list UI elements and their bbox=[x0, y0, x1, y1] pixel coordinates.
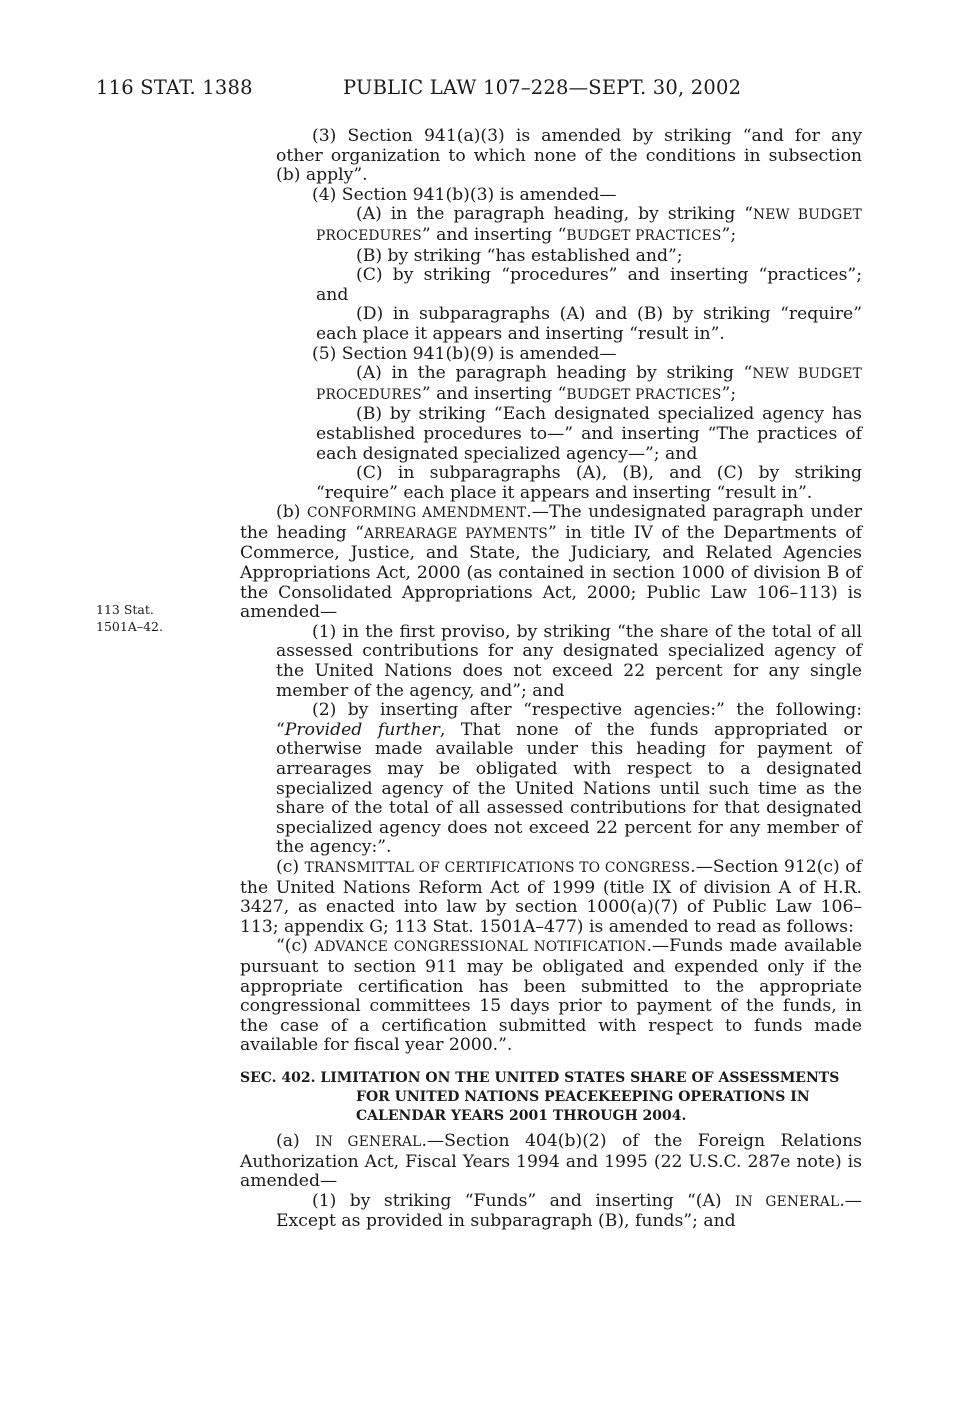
paragraph-4A: (A) in the paragraph heading, by striking “NEW BUDGET PROCEDURES” and inserting “BUDGET PRACTICES”; bbox=[316, 204, 863, 245]
paragraph-5A: (A) in the paragraph heading by striking “NEW BUDGET PROCEDURES” and inserting “BUDGET PRACTICES”; bbox=[316, 363, 862, 404]
subsection-b: (b) CONFORMING AMENDMENT.—The undesignated paragraph under the heading “ARREARAGE PAYMENTS” in title IV of the Departments of Commerce, Justice, and State, the Judiciary, and Related Agencies Appropriations Act, 2000 (as contained in section 1000 of division B of the Consolidated Appropriations Act, 2000; Public Law 106–113) is amended— bbox=[240, 502, 862, 623]
subsection-c-quoted: “(c) ADVANCE CONGRESSIONAL NOTIFICATION.—Funds made available pursuant to section 911 may be obligated and expended only if the appropriate certification has been submitted to the appropriate congressional committees 15 days prior to payment of the funds, in the case of a certification submitted with respect to funds made available for fiscal year 2000.”. bbox=[240, 936, 862, 1056]
section-402-heading: SEC. 402. LIMITATION ON THE UNITED STATES SHARE OF ASSESSMENTS FOR UNITED NATIONS PEACEKEEPING OPERATIONS IN CALENDAR YEARS 2001 THROUGH 2004. bbox=[240, 1069, 840, 1124]
paragraph-4: (4) Section 941(b)(3) is amended— bbox=[312, 184, 617, 205]
subsection-b-2: (2) by inserting after “respective agencies:” the following: “Provided further, That none of the funds appropriated or otherwise made available under this heading for payment of arrearages may be obligated with respect to a designated specialized agency of the United Nations until such time as the share of the total of all assessed contributions for that designated specialized agency does not exceed 22 percent for any member of the agency:”. bbox=[276, 700, 862, 858]
margin-citation-line-2: 1501A–42. bbox=[96, 619, 163, 634]
paragraph-3: (3) Section 941(a)(3) is amended by striking “and for any other organization to which none of the conditions in subsection (b) apply”. bbox=[276, 126, 862, 186]
running-title: PUBLIC LAW 107–228—SEPT. 30, 2002 bbox=[343, 76, 742, 99]
subsection-b-1: (1) in the first proviso, by striking “the share of the total of all assessed contributions for any designated specialized agency of the United Nations does not exceed 22 percent for any single member of the agency, and”; and bbox=[276, 621, 862, 701]
subsection-c: (c) TRANSMITTAL OF CERTIFICATIONS TO CONGRESS.—Section 912(c) of the United Nations Reform Act of 1999 (title IX of division A of H.R. 3427, as enacted into law by section 1000(a)(7) of Public Law 106–113; appendix G; 113 Stat. 1501A–477) is amended to read as follows: bbox=[240, 856, 862, 937]
margin-citation bbox=[96, 601, 163, 635]
paragraph-4D: (D) in subparagraphs (A) and (B) by striking “require” each place it appears and inserting “result in”. bbox=[316, 304, 862, 344]
paragraph-5B: (B) by striking “Each designated specialized agency has established procedures to—” and inserting “The practices of each designated specialized agency—”; and bbox=[316, 404, 862, 464]
paragraph-4C: (C) by striking “procedures” and inserting “practices”; and bbox=[316, 265, 862, 305]
section-402-a-1: (1) by striking “Funds” and inserting “(A) IN GENERAL.— Except as provided in subparagraph (B), funds”; and bbox=[276, 1190, 862, 1232]
paragraph-4B: (B) by striking “has established and”; bbox=[356, 245, 683, 266]
paragraph-5C: (C) in subparagraphs (A), (B), and (C) by striking “require” each place it appears and inserting “result in”. bbox=[316, 463, 862, 503]
page-number: 116 STAT. 1388 bbox=[96, 76, 253, 99]
document-body bbox=[240, 127, 862, 1232]
margin-citation-line-1: 113 Stat. bbox=[96, 602, 154, 617]
section-402-a: (a) IN GENERAL.—Section 404(b)(2) of the Foreign Relations Authorization Act, Fiscal Years 1994 and 1995 (22 U.S.C. 287e note) is amended— bbox=[240, 1130, 863, 1192]
paragraph-5: (5) Section 941(b)(9) is amended— bbox=[312, 343, 617, 364]
